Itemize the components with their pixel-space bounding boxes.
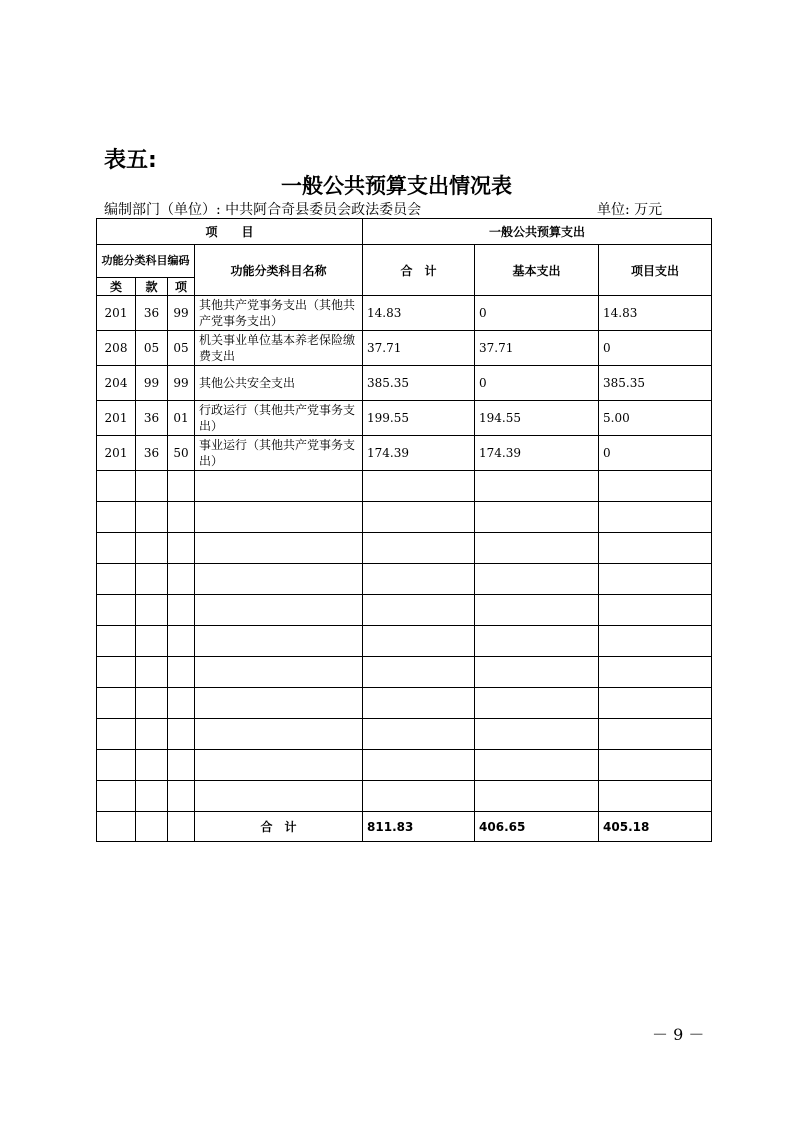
table-row: [97, 401, 712, 436]
cell-project: 385.35: [599, 366, 712, 401]
cell-basic: 0: [475, 296, 599, 331]
header-lei: 类: [97, 278, 136, 296]
cell-empty: [363, 657, 475, 688]
cell-empty: [97, 626, 136, 657]
cell-empty: [475, 502, 599, 533]
cell-empty: [168, 502, 195, 533]
cell-empty: [195, 533, 363, 564]
cell-empty: [136, 564, 168, 595]
cell-empty: [195, 688, 363, 719]
unit-label: 单位: 万元: [597, 202, 663, 218]
totals-total: 811.83: [363, 812, 475, 842]
cell-empty: [97, 471, 136, 502]
cell-name: 其他公共安全支出: [195, 366, 363, 401]
cell-empty: [168, 595, 195, 626]
totals-basic: 406.65: [475, 812, 599, 842]
empty-row: [97, 564, 712, 595]
cell-empty: [168, 657, 195, 688]
cell-empty: [195, 719, 363, 750]
empty-row: [97, 750, 712, 781]
empty-row: [97, 595, 712, 626]
cell-empty: [136, 471, 168, 502]
cell-empty: [363, 781, 475, 812]
cell-empty: [599, 564, 712, 595]
cell-empty: [475, 533, 599, 564]
cell-empty: [168, 719, 195, 750]
cell-empty: [97, 502, 136, 533]
cell-project: 0: [599, 436, 712, 471]
cell-name: 行政运行（其他共产党事务支出）: [195, 401, 363, 436]
cell-empty: [97, 657, 136, 688]
cell-empty: [97, 781, 136, 812]
cell-empty: [136, 657, 168, 688]
cell-empty: [599, 688, 712, 719]
cell-empty: [475, 719, 599, 750]
cell-empty: [168, 750, 195, 781]
cell-empty: [136, 719, 168, 750]
cell-lei: 204: [97, 366, 136, 401]
cell-lei: 208: [97, 331, 136, 366]
cell-total: 199.55: [363, 401, 475, 436]
cell-empty: [97, 533, 136, 564]
cell-xiang: 05: [168, 331, 195, 366]
cell-empty: [97, 812, 136, 842]
cell-empty: [97, 564, 136, 595]
cell-kuan: 05: [136, 331, 168, 366]
cell-empty: [136, 781, 168, 812]
cell-project: 5.00: [599, 401, 712, 436]
header-kuan: 款: [136, 278, 168, 296]
cell-empty: [363, 533, 475, 564]
header-basic: 基本支出: [475, 245, 599, 296]
cell-empty: [363, 688, 475, 719]
empty-row: [97, 781, 712, 812]
cell-empty: [168, 626, 195, 657]
page-title: 一般公共预算支出情况表: [281, 174, 512, 198]
page-number: － 9 －: [652, 1025, 705, 1044]
cell-empty: [363, 471, 475, 502]
cell-empty: [168, 688, 195, 719]
header-project: 项 目: [97, 219, 363, 245]
cell-total: 385.35: [363, 366, 475, 401]
cell-empty: [136, 812, 168, 842]
cell-lei: 201: [97, 401, 136, 436]
cell-empty: [363, 750, 475, 781]
cell-empty: [599, 595, 712, 626]
cell-empty: [599, 750, 712, 781]
cell-kuan: 99: [136, 366, 168, 401]
cell-xiang: 99: [168, 366, 195, 401]
cell-basic: 194.55: [475, 401, 599, 436]
cell-name: 机关事业单位基本养老保险缴费支出: [195, 331, 363, 366]
cell-project: 14.83: [599, 296, 712, 331]
cell-empty: [195, 471, 363, 502]
cell-empty: [599, 533, 712, 564]
table-row: [97, 366, 712, 401]
header-project-expense: 项目支出: [599, 245, 712, 296]
budget-table: [96, 218, 712, 842]
cell-empty: [195, 502, 363, 533]
cell-basic: 37.71: [475, 331, 599, 366]
cell-empty: [475, 781, 599, 812]
header-xiang: 项: [168, 278, 195, 296]
cell-empty: [168, 564, 195, 595]
header-total: 合 计: [363, 245, 475, 296]
cell-xiang: 50: [168, 436, 195, 471]
cell-empty: [599, 781, 712, 812]
cell-xiang: 01: [168, 401, 195, 436]
cell-empty: [97, 595, 136, 626]
empty-row: [97, 719, 712, 750]
cell-name: 其他共产党事务支出（其他共产党事务支出）: [195, 296, 363, 331]
cell-empty: [195, 564, 363, 595]
cell-empty: [168, 533, 195, 564]
header-budget-group: 一般公共预算支出: [363, 219, 712, 245]
department-line: 编制部门（单位）: 中共阿合奇县委员会政法委员会: [104, 202, 422, 218]
cell-empty: [363, 626, 475, 657]
cell-lei: 201: [97, 296, 136, 331]
cell-kuan: 36: [136, 296, 168, 331]
cell-empty: [136, 502, 168, 533]
empty-row: [97, 533, 712, 564]
cell-kuan: 36: [136, 401, 168, 436]
cell-empty: [475, 750, 599, 781]
cell-basic: 0: [475, 366, 599, 401]
cell-empty: [97, 750, 136, 781]
cell-total: 174.39: [363, 436, 475, 471]
cell-empty: [168, 812, 195, 842]
totals-row: [97, 812, 712, 842]
table-row: [97, 296, 712, 331]
cell-empty: [475, 595, 599, 626]
cell-empty: [599, 471, 712, 502]
cell-empty: [599, 657, 712, 688]
cell-empty: [599, 502, 712, 533]
header-code-group: 功能分类科目编码: [97, 245, 195, 278]
cell-empty: [195, 750, 363, 781]
cell-empty: [363, 502, 475, 533]
cell-empty: [136, 688, 168, 719]
cell-empty: [136, 595, 168, 626]
cell-empty: [475, 688, 599, 719]
cell-empty: [475, 471, 599, 502]
cell-empty: [363, 564, 475, 595]
cell-empty: [599, 626, 712, 657]
cell-empty: [599, 719, 712, 750]
table-label: 表五:: [104, 148, 157, 173]
cell-basic: 174.39: [475, 436, 599, 471]
cell-xiang: 99: [168, 296, 195, 331]
cell-project: 0: [599, 331, 712, 366]
empty-row: [97, 657, 712, 688]
cell-empty: [363, 719, 475, 750]
totals-project: 405.18: [599, 812, 712, 842]
cell-lei: 201: [97, 436, 136, 471]
cell-empty: [136, 626, 168, 657]
cell-empty: [195, 595, 363, 626]
header-name: 功能分类科目名称: [195, 245, 363, 296]
cell-empty: [168, 781, 195, 812]
cell-empty: [195, 657, 363, 688]
cell-empty: [136, 750, 168, 781]
cell-name: 事业运行（其他共产党事务支出）: [195, 436, 363, 471]
empty-row: [97, 471, 712, 502]
cell-kuan: 36: [136, 436, 168, 471]
cell-total: 14.83: [363, 296, 475, 331]
cell-total: 37.71: [363, 331, 475, 366]
cell-empty: [475, 657, 599, 688]
empty-row: [97, 626, 712, 657]
table-row: [97, 436, 712, 471]
empty-row: [97, 688, 712, 719]
cell-empty: [363, 595, 475, 626]
cell-empty: [475, 626, 599, 657]
cell-empty: [97, 719, 136, 750]
cell-empty: [136, 533, 168, 564]
totals-label: 合 计: [195, 812, 363, 842]
cell-empty: [195, 626, 363, 657]
cell-empty: [97, 688, 136, 719]
cell-empty: [168, 471, 195, 502]
table-row: [97, 331, 712, 366]
empty-row: [97, 502, 712, 533]
cell-empty: [475, 564, 599, 595]
cell-empty: [195, 781, 363, 812]
